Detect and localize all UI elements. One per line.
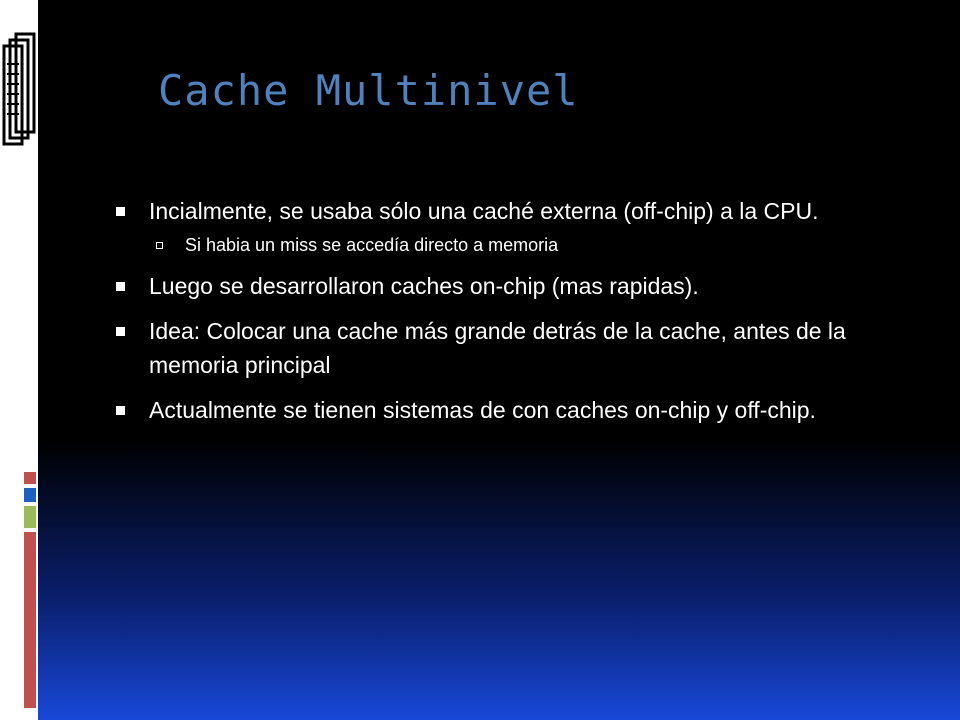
square-bullet-icon (116, 207, 125, 216)
square-bullet-icon (116, 406, 125, 415)
bullet-text: Actualmente se tienen sistemas de con caches on-chip y off-chip. (149, 397, 816, 423)
bullet-item (112, 269, 912, 303)
bullet-item (112, 314, 912, 382)
hollow-square-bullet-icon (156, 242, 163, 249)
square-bullet-icon (116, 282, 125, 291)
accent-bar-blue (24, 488, 36, 502)
bullet-item (112, 393, 912, 427)
sub-bullet-text: Si habia un miss se accedía directo a memoria (185, 235, 559, 255)
square-bullet-icon (116, 327, 125, 336)
document-stack-icon (2, 14, 38, 164)
sub-bullet-item (149, 232, 912, 258)
sub-bullet-list (149, 232, 912, 258)
bullet-text: Idea: Colocar una cache más grande detrás de la cache, antes de la memoria principal (149, 318, 846, 378)
bullet-text: Incialmente, se usaba sólo una caché externa (off-chip) a la CPU. (149, 198, 819, 224)
bullet-item (112, 194, 912, 258)
slide-title: Cache Multinivel (158, 66, 579, 115)
bullet-list (112, 194, 912, 438)
bullet-text: Luego se desarrollaron caches on-chip (mas rapidas). (149, 273, 699, 299)
accent-bar-red-top (24, 472, 36, 484)
accent-bar-green (24, 506, 36, 528)
left-decorative-strip (0, 0, 38, 720)
accent-bar-red-long (24, 532, 36, 708)
